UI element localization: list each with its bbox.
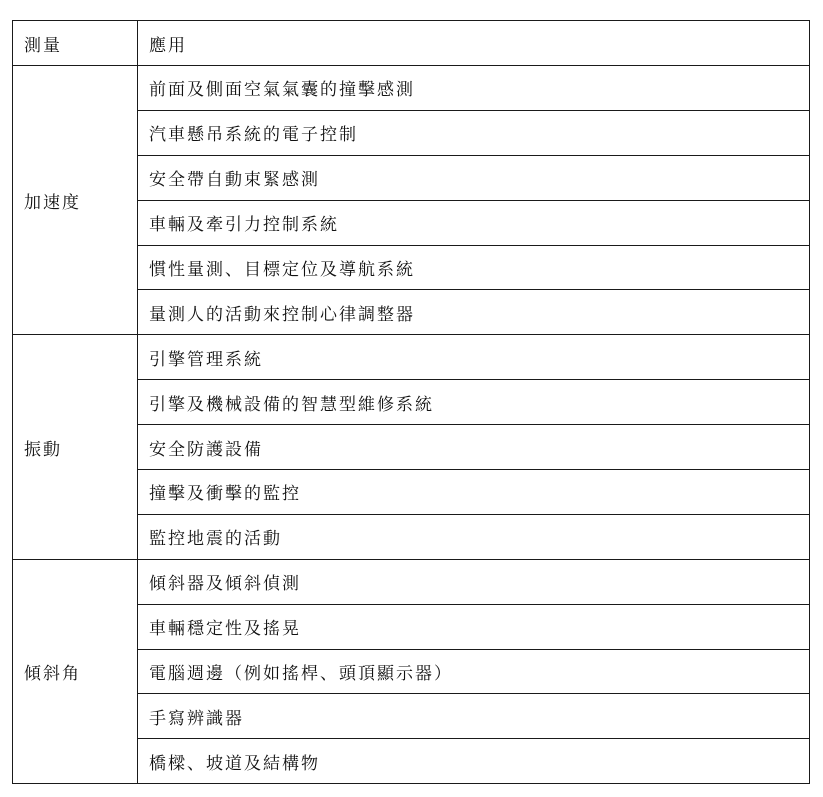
application-cell: 撞擊及衝擊的監控 (138, 470, 810, 515)
category-cell: 傾斜角 (13, 559, 138, 783)
application-cell: 汽車懸吊系統的電子控制 (138, 110, 810, 155)
application-cell: 車輛及牽引力控制系統 (138, 200, 810, 245)
application-cell: 引擎及機械設備的智慧型維修系統 (138, 380, 810, 425)
application-cell: 慣性量測、目標定位及導航系統 (138, 245, 810, 290)
application-cell: 電腦週邊（例如搖桿、頭頂顯示器） (138, 649, 810, 694)
application-cell: 傾斜器及傾斜偵測 (138, 559, 810, 604)
table-body (13, 21, 810, 784)
table-row (13, 66, 810, 111)
application-cell: 手寫辨識器 (138, 694, 810, 739)
application-cell: 監控地震的活動 (138, 514, 810, 559)
application-cell: 前面及側面空氣氣囊的撞擊感測 (138, 66, 810, 111)
category-cell: 加速度 (13, 66, 138, 335)
header-application: 應用 (138, 21, 810, 66)
application-cell: 車輛穩定性及搖晃 (138, 604, 810, 649)
application-cell: 安全防護設備 (138, 425, 810, 470)
table-header-row (13, 21, 810, 66)
application-cell: 量測人的活動來控制心律調整器 (138, 290, 810, 335)
table-row (13, 335, 810, 380)
measurement-application-table (12, 20, 810, 784)
application-cell: 橋樑、坡道及結構物 (138, 739, 810, 784)
application-cell: 安全帶自動束緊感測 (138, 155, 810, 200)
table-row (13, 559, 810, 604)
application-cell: 引擎管理系統 (138, 335, 810, 380)
header-measurement: 測量 (13, 21, 138, 66)
category-cell: 振動 (13, 335, 138, 559)
